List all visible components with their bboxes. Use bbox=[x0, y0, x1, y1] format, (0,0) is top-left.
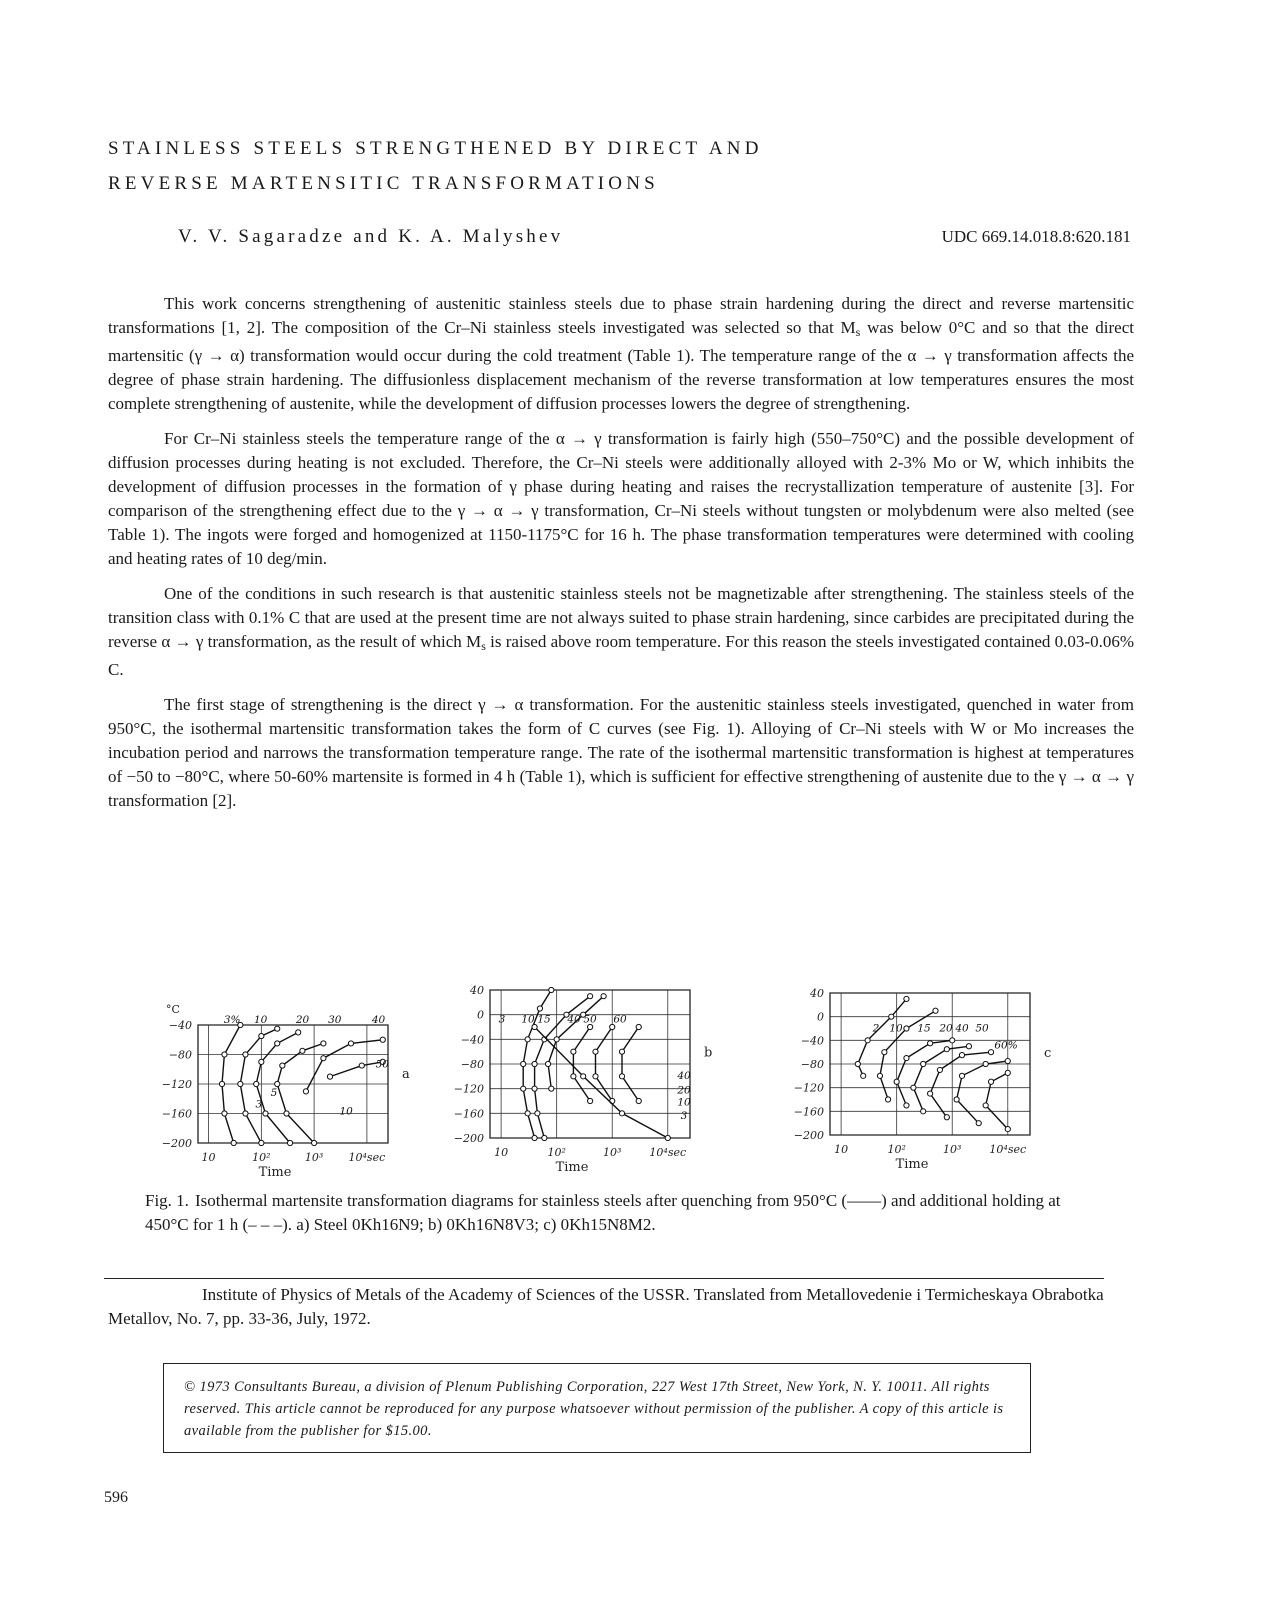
chart-b-point bbox=[619, 1049, 624, 1054]
chart-a-point bbox=[300, 1048, 305, 1053]
footnote-rule bbox=[104, 1278, 1104, 1279]
chart-a-point bbox=[321, 1056, 326, 1061]
chart-a-curve-label: 3 bbox=[255, 1098, 263, 1111]
chart-c-point bbox=[944, 1047, 949, 1052]
chart-c-point bbox=[855, 1061, 860, 1066]
chart-c-point bbox=[988, 1079, 993, 1084]
chart-a-point bbox=[296, 1030, 301, 1035]
chart-b-point bbox=[549, 1086, 554, 1091]
chart-c-point bbox=[882, 1050, 887, 1055]
chart-c-point bbox=[865, 1038, 870, 1043]
chart-a-point bbox=[222, 1111, 227, 1116]
chart-c-point bbox=[911, 1085, 916, 1090]
chart-c-svg bbox=[770, 985, 1050, 1185]
figure-label: Fig. 1. bbox=[145, 1191, 189, 1210]
chart-a-point bbox=[254, 1081, 259, 1086]
chart-c-point bbox=[944, 1115, 949, 1120]
paragraph-1: This work concerns strengthening of austenitic stainless steels due to phase strain hardening during the direct and reverse martensitic transformations [1, 2]. The composition of the Cr–Ni stainless steels investigated was selected so that $M_s$ was below 0°C and so that the direct martensitic (γ → α) transformation would occur during the cold treatment (Table 1). The temperature range of the α → γ transformation affects the degree of phase strain hardening. The diffusionless displacement mechanism of the reverse transformation at low temperatures ensures the most complete strengthening of austenite, while the development of diffusion processes lowers the degree of strengthening. bbox=[108, 294, 1134, 413]
chart-c-point bbox=[937, 1067, 942, 1072]
chart-c-ytick-label: −160 bbox=[793, 1105, 824, 1119]
chart-b-point bbox=[619, 1111, 624, 1116]
chart-c-curve-label: 15 bbox=[917, 1022, 931, 1035]
chart-a-svg bbox=[150, 985, 420, 1185]
chart-c-point bbox=[954, 1097, 959, 1102]
chart-c-point bbox=[1005, 1126, 1010, 1131]
article-title-line1: STAINLESS STEELS STRENGTHENED BY DIRECT AND bbox=[108, 138, 763, 159]
chart-c-point bbox=[928, 1041, 933, 1046]
chart-b-ytick-label: −80 bbox=[460, 1058, 484, 1071]
chart-b-point bbox=[636, 1024, 641, 1029]
chart-b-point bbox=[665, 1135, 670, 1140]
chart-a-point bbox=[259, 1059, 264, 1064]
chart-c-point bbox=[983, 1061, 988, 1066]
chart-b-curve-label: 20 bbox=[677, 1084, 691, 1097]
chart-a-point bbox=[321, 1041, 326, 1046]
chart-c-xlabel: Time bbox=[895, 1157, 929, 1172]
chart-b-ytick-label: −120 bbox=[453, 1082, 484, 1096]
article-body bbox=[108, 292, 1134, 824]
chart-b-xtick-label: 10³ bbox=[603, 1146, 622, 1159]
chart-a-xtick-label: 10 bbox=[201, 1151, 216, 1164]
chart-a-ytick-label: −120 bbox=[161, 1078, 192, 1091]
affiliation-note: Institute of Physics of Metals of the Academy of Sciences of the USSR. Translated from Metallovedenie i Termicheskaya Obrabotka Metallov, No. 7, pp. 33-36, July, 1972. bbox=[108, 1285, 1104, 1328]
chart-c-point bbox=[983, 1103, 988, 1108]
chart-b-point bbox=[535, 1111, 540, 1116]
chart-c-xtick-label: 10² bbox=[887, 1143, 906, 1156]
chart-b-ytick-label: −160 bbox=[453, 1107, 484, 1121]
chart-c-curve-label: 2 bbox=[872, 1022, 880, 1035]
chart-a-point bbox=[275, 1041, 280, 1046]
chart-a-xtick-label: 10⁴sec bbox=[348, 1151, 386, 1164]
chart-c-point bbox=[988, 1050, 993, 1055]
chart-a-curve-label: 10 bbox=[339, 1105, 353, 1118]
chart-c-ytick-label: −120 bbox=[793, 1081, 824, 1095]
chart-b-point bbox=[581, 1074, 586, 1079]
chart-a-curve-label: 40 bbox=[371, 1014, 386, 1026]
author-line: V. V. Sagaradze and K. A. Malyshev bbox=[178, 226, 564, 247]
chart-c-point bbox=[933, 1008, 938, 1013]
figure-caption bbox=[145, 1189, 1085, 1237]
chart-a-point bbox=[380, 1037, 385, 1042]
chart-a-point bbox=[243, 1111, 248, 1116]
chart-b-ytick-label: −40 bbox=[460, 1033, 484, 1047]
chart-b-curve-label: 40 bbox=[567, 1013, 581, 1026]
chart-panel-a bbox=[150, 985, 420, 1190]
chart-a-point bbox=[231, 1140, 236, 1145]
chart-b-point bbox=[521, 1061, 526, 1066]
chart-a-xtick-label: 10² bbox=[252, 1151, 271, 1164]
chart-c-curve-label: 20 bbox=[939, 1022, 953, 1035]
chart-a-point bbox=[303, 1089, 308, 1094]
chart-b-point bbox=[571, 1049, 576, 1054]
chart-a-point bbox=[275, 1026, 280, 1031]
chart-b-point bbox=[537, 1006, 542, 1011]
chart-b-ytick-label: −200 bbox=[453, 1132, 484, 1145]
chart-b-point bbox=[532, 1086, 537, 1091]
chart-b-point bbox=[601, 994, 606, 999]
chart-a-point bbox=[287, 1140, 292, 1145]
chart-b-point bbox=[542, 1135, 547, 1140]
chart-c-point bbox=[1005, 1058, 1010, 1063]
chart-c-ytick-label: 0 bbox=[817, 1010, 824, 1024]
chart-b-panel-letter: b bbox=[704, 1045, 713, 1061]
chart-c-ytick-label: −80 bbox=[800, 1058, 824, 1071]
chart-b-point bbox=[593, 1049, 598, 1054]
chart-a-curve-label: 50 bbox=[375, 1058, 389, 1071]
chart-a-curve bbox=[277, 1043, 323, 1143]
chart-b-point bbox=[588, 994, 593, 999]
chart-b-curve-label: 10 bbox=[521, 1013, 535, 1026]
chart-a-ytick-label: −40 bbox=[168, 1019, 192, 1032]
chart-a-point bbox=[327, 1074, 332, 1079]
chart-a-point bbox=[280, 1063, 285, 1068]
chart-b-point bbox=[571, 1074, 576, 1079]
chart-b-curve-label: 3 bbox=[498, 1013, 506, 1026]
chart-a-xtick-label: 10³ bbox=[304, 1151, 324, 1164]
chart-b-point bbox=[636, 1098, 641, 1103]
chart-a-point bbox=[312, 1140, 317, 1145]
chart-b-ytick-label: 0 bbox=[477, 1008, 484, 1022]
chart-c-ytick-label: −200 bbox=[793, 1129, 824, 1142]
chart-a-ytick-label: −80 bbox=[168, 1048, 192, 1062]
chart-c-curve-label: 50 bbox=[975, 1022, 989, 1035]
chart-b-point bbox=[588, 1098, 593, 1103]
chart-b-xtick-label: 10² bbox=[547, 1146, 566, 1159]
chart-c-point bbox=[959, 1053, 964, 1058]
chart-panel-b bbox=[440, 985, 720, 1190]
chart-b-curve-label: 50 bbox=[583, 1013, 597, 1026]
chart-c-point bbox=[894, 1079, 899, 1084]
chart-b-point bbox=[521, 1086, 526, 1091]
chart-c-point bbox=[904, 1103, 909, 1108]
page-number: 596 bbox=[104, 1489, 128, 1506]
chart-c-xtick-label: 10⁴sec bbox=[989, 1143, 1027, 1156]
chart-panel-c bbox=[770, 985, 1050, 1190]
chart-c-curve bbox=[957, 1061, 1008, 1123]
chart-c-point bbox=[921, 1061, 926, 1066]
udc-code: UDC 669.14.018.8:620.181 bbox=[941, 227, 1131, 246]
chart-b-point bbox=[545, 1061, 550, 1066]
chart-c-point bbox=[889, 1014, 894, 1019]
chart-c-curve-label: 40 bbox=[955, 1022, 969, 1035]
chart-b-ytick-label: 40 bbox=[470, 984, 484, 997]
article-title-line2: REVERSE MARTENSITIC TRANSFORMATIONS bbox=[108, 173, 659, 194]
chart-a-xlabel: Time bbox=[258, 1165, 292, 1180]
chart-c-point bbox=[950, 1038, 955, 1043]
chart-a-ytick-label: −160 bbox=[161, 1107, 192, 1121]
chart-b-svg bbox=[440, 985, 720, 1185]
chart-a-panel-letter: a bbox=[402, 1067, 410, 1083]
paragraph-2: For Cr–Ni stainless steels the temperature range of the α → γ transformation is fairly high (550–750°C) and the possible development of diffusion processes during heating is not excluded. Therefore, the Cr–Ni steels were additionally alloyed with 2-3% Mo or W, which inhibits the development of diffusion processes in the formation of γ phase during heating and raises the recrystallization temperature of austenite [3]. For comparison of the strengthening effect due to the γ → α → γ transformation, Cr–Ni steels without tungsten or molybdenum were also melted (see Table 1). The ingots were forged and homogenized at 1150-1175°C for 16 h. The phase transformation temperatures were determined with cooling and heating rates of 10 deg/min. bbox=[108, 429, 1134, 568]
chart-a-point bbox=[243, 1052, 248, 1057]
chart-a-curve-label: 30 bbox=[328, 1014, 342, 1026]
chart-b-point bbox=[549, 987, 554, 992]
chart-b-point bbox=[532, 1061, 537, 1066]
chart-c-panel-letter: c bbox=[1044, 1045, 1052, 1061]
chart-b-curve-label: 40 bbox=[677, 1069, 691, 1082]
paragraph-3: One of the conditions in such research is that austenitic stainless steels not be magnetizable after strengthening. The stainless steels of the transition class with 0.1% C that are used at the present time are not always suited to phase strain hardening, since carbides are precipitated during the reverse α → γ transformation, as the result of which $M_s$ is raised above room temperature. For this reason the steels investigated contained 0.03-0.06% C. bbox=[108, 584, 1134, 679]
chart-b-curve-label: 60 bbox=[613, 1013, 627, 1026]
chart-c-point bbox=[904, 1026, 909, 1031]
chart-b-point bbox=[619, 1074, 624, 1079]
chart-b-point bbox=[525, 1111, 530, 1116]
paragraph-4: The first stage of strengthening is the direct γ → α transformation. For the austenitic stainless steels investigated, quenched in water from 950°C, the isothermal martensitic transformation takes the form of C curves (see Fig. 1). Alloying of Cr–Ni steels with W or Mo increases the incubation period and narrows the transformation temperature range. The rate of the isothermal martensitic transformation is highest at temperatures of −50 to −80°C, where 50-60% martensite is formed in 4 h (Table 1), which is sufficient for effective strengthening of austenite due to the γ → α → γ transformation [2]. bbox=[108, 695, 1134, 810]
copyright-box bbox=[163, 1363, 1031, 1453]
copyright-text: © 1973 Consultants Bureau, a division of Plenum Publishing Corporation, 227 West 17th Street, New York, N. Y. 10011. All rights reserved. This article cannot be reproduced for any purpose whatsoever without permission of the publisher. A copy of this article is available from the publisher for $15.00. bbox=[184, 1379, 1004, 1439]
chart-a-point bbox=[259, 1140, 264, 1145]
chart-c-curve-label: 60% bbox=[994, 1039, 1018, 1052]
chart-b-point bbox=[525, 1037, 530, 1042]
chart-c-point bbox=[1005, 1070, 1010, 1075]
chart-a-curve-label: 5 bbox=[270, 1086, 278, 1099]
chart-c-xtick-label: 10³ bbox=[943, 1143, 962, 1156]
chart-c-point bbox=[921, 1109, 926, 1114]
chart-a-point bbox=[359, 1063, 364, 1068]
chart-b-point bbox=[593, 1074, 598, 1079]
chart-c-point bbox=[877, 1073, 882, 1078]
chart-c-point bbox=[928, 1091, 933, 1096]
chart-a-point bbox=[284, 1111, 289, 1116]
chart-a-point bbox=[222, 1052, 227, 1057]
chart-a-point bbox=[259, 1033, 264, 1038]
chart-a-point bbox=[219, 1081, 224, 1086]
chart-c-point bbox=[966, 1044, 971, 1049]
chart-a-point bbox=[238, 1081, 243, 1086]
chart-a-curve-label: 20 bbox=[295, 1014, 310, 1026]
chart-c-ytick-label: −40 bbox=[800, 1034, 824, 1048]
chart-a-ytick-label: −200 bbox=[161, 1137, 192, 1150]
chart-c-point bbox=[904, 996, 909, 1001]
chart-a-curve-label: 3% bbox=[223, 1014, 241, 1026]
chart-a-ylabel: °C bbox=[166, 1003, 180, 1016]
chart-c-point bbox=[959, 1073, 964, 1078]
chart-b-curve-label: 15 bbox=[537, 1013, 551, 1026]
chart-b-xlabel: Time bbox=[555, 1160, 589, 1175]
chart-b-curve-label: 3 bbox=[680, 1109, 688, 1122]
chart-b-xtick-label: 10⁴sec bbox=[649, 1146, 687, 1159]
chart-b-xtick-label: 10 bbox=[494, 1146, 509, 1159]
chart-c-point bbox=[885, 1097, 890, 1102]
chart-c-curve-label: 10 bbox=[889, 1022, 903, 1035]
chart-b-point bbox=[532, 1135, 537, 1140]
chart-c-point bbox=[976, 1121, 981, 1126]
chart-c-point bbox=[904, 1055, 909, 1060]
figure-caption-text: Isothermal martensite transformation diagrams for stainless steels after quenching from 950°C (——) and additional holding at 450°C for 1 h (– – –). a) Steel 0Kh16N9; b) 0Kh16N8V3; c) 0Kh15N8M2. bbox=[145, 1191, 1061, 1234]
chart-a-point bbox=[348, 1041, 353, 1046]
chart-a-point bbox=[263, 1111, 268, 1116]
chart-b-point bbox=[554, 1037, 559, 1042]
chart-c-xtick-label: 10 bbox=[834, 1143, 849, 1156]
chart-a-curve-label: 10 bbox=[254, 1014, 268, 1026]
chart-c-ytick-label: 40 bbox=[810, 987, 824, 1000]
chart-b-curve-label: 10 bbox=[677, 1096, 691, 1109]
chart-c-point bbox=[861, 1073, 866, 1078]
